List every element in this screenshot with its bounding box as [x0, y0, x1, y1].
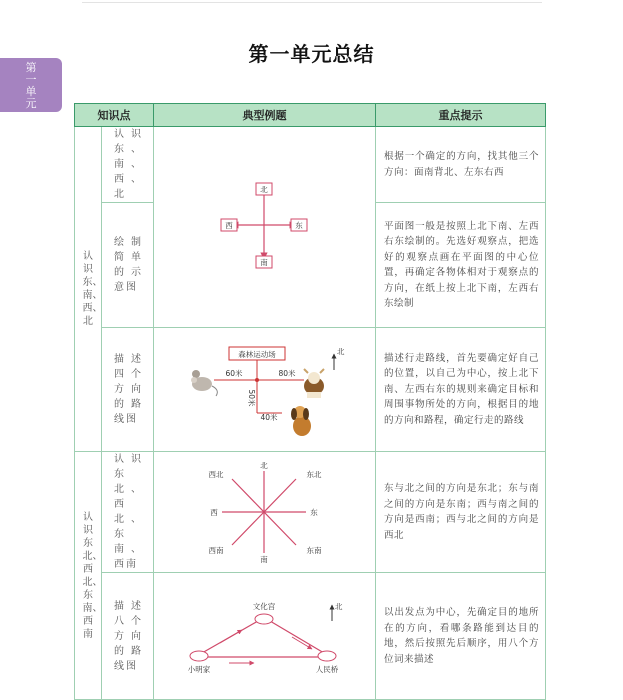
header-tips: 重点提示	[376, 104, 546, 127]
topic-cell: 认识东北、西北、东南、西南	[75, 452, 102, 700]
table-row	[75, 573, 546, 700]
eight-route-svg	[154, 573, 376, 699]
table-row	[75, 127, 546, 203]
compass-west: 西	[225, 220, 233, 230]
subtopic-cell: 认识东、南、西、北	[102, 127, 154, 203]
tip-cell: 根据一个确定的方向，找其他三个方向：面南背北、左东右西	[376, 127, 546, 203]
header-row	[75, 104, 546, 127]
route-dist-1: 60米	[225, 369, 243, 378]
dog-icon	[291, 406, 311, 436]
route-right: 人民桥	[315, 665, 339, 674]
tip-cell: 平面图一般是按照上北下南、左西右东绘制的。先选好观察点，把选好的观察点画在平面图的中心位置，再确定各物体相对于观察点的方向，在纸上按上北下南，左西右东绘制	[376, 203, 546, 328]
compass-figure	[154, 127, 376, 328]
route-north-2: 北	[335, 602, 343, 611]
dir-west: 西	[210, 508, 218, 517]
eight-route-figure	[154, 573, 376, 700]
tip-cell: 以出发点为中心，先确定目的地所在的方向，看哪条路能到达目的地，然后按照先后顺序，用八个方位词来描述	[376, 573, 546, 700]
dir-north: 北	[260, 461, 268, 470]
table-row	[75, 328, 546, 452]
eight-direction-figure	[154, 452, 376, 573]
subtopic-cell: 描述八个方向的路线图	[102, 573, 154, 700]
dir-northwest: 西北	[208, 470, 224, 479]
eight-direction-svg	[154, 457, 376, 567]
page-title: 第一单元总结	[248, 42, 375, 66]
route-north: 北	[337, 347, 345, 356]
mouse-icon	[191, 370, 217, 396]
route-dist-2: 80米	[278, 369, 296, 378]
route-left: 小明家	[187, 665, 211, 674]
route-dist-4: 40米	[260, 413, 278, 422]
header-example: 典型例题	[154, 104, 376, 127]
dir-southeast: 东南	[306, 546, 322, 555]
dir-east: 东	[310, 508, 318, 517]
compass-south: 南	[260, 257, 268, 267]
subtopic-cell: 绘制简单的示意图	[102, 203, 154, 328]
dir-southwest: 西南	[208, 546, 224, 555]
subtopic-cell: 认识东北、西北、东南、西南	[102, 452, 154, 573]
compass-north: 北	[260, 184, 268, 194]
dir-northeast: 东北	[306, 470, 322, 479]
compass-svg	[154, 137, 376, 318]
route-place: 森林运动场	[238, 350, 276, 359]
unit-side-tab-label: 第一单元	[25, 61, 37, 110]
tip-cell: 描述行走路线，首先要确定好自己的位置，以自己为中心，按上北下南、左西右东的规则来确定目标和周围事物所处的方向，根据目的地的方向和路程，确定行走的路线	[376, 328, 546, 452]
header-knowledge: 知识点	[75, 104, 154, 127]
compass-east: 东	[295, 220, 303, 230]
subtopic-cell: 描述四个方向的路线图	[102, 328, 154, 452]
topic-cell: 认识东、南、西、北	[75, 127, 102, 452]
tip-cell: 东与北之间的方向是东北；东与南之间的方向是东南；西与南之间的方向是西南；西与北之间的方向是西北	[376, 452, 546, 573]
top-rule	[82, 2, 542, 3]
table-row	[75, 452, 546, 573]
cow-icon	[304, 369, 324, 398]
route-dist-3: 50米	[247, 389, 256, 407]
route-svg	[154, 328, 376, 451]
summary-table	[74, 103, 546, 700]
dir-south: 南	[260, 555, 268, 564]
route-top: 文化宫	[252, 602, 276, 611]
route-figure	[154, 328, 376, 452]
